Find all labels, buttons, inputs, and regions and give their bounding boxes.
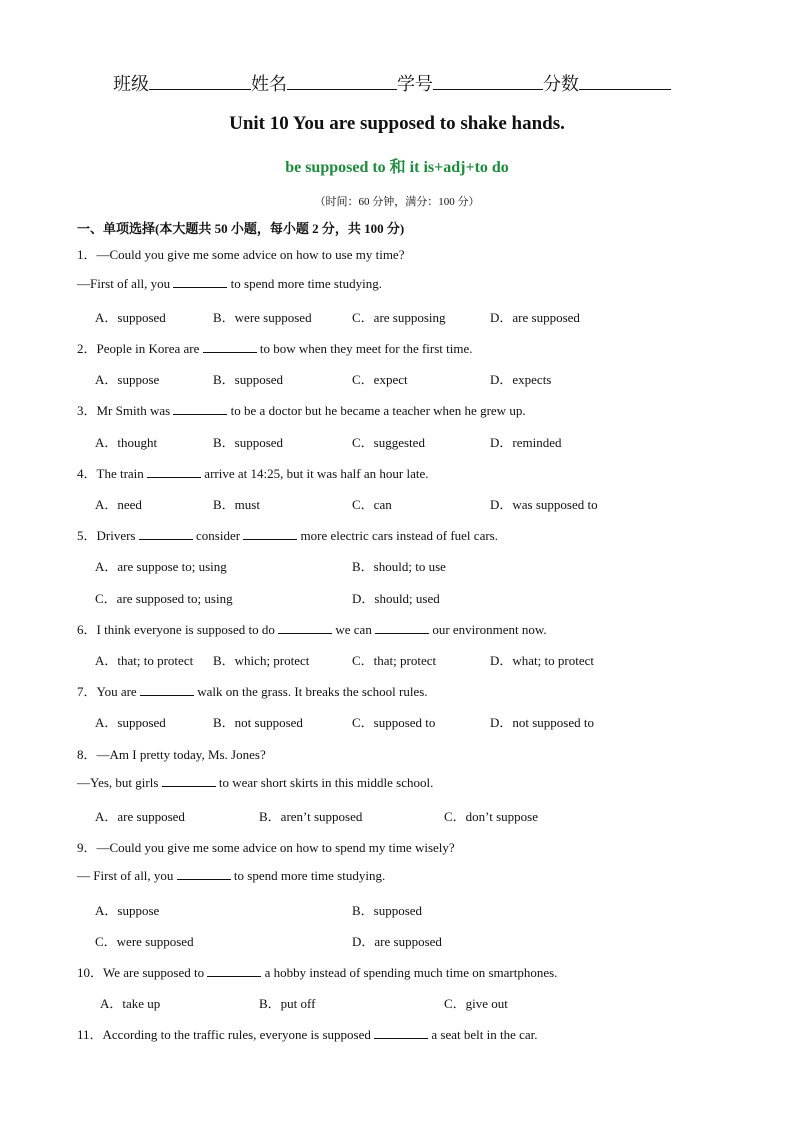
q1-option-b[interactable]: B．were supposed [213,310,312,325]
question-1-reply [77,276,382,292]
section-heading: 一、单项选择(本大题共 50 小题，每小题 2 分，共 100 分) [77,221,405,236]
q5-option-b[interactable]: B．should; to use [352,559,446,574]
q4-end: arrive at 14:25, but it was half an hour late. [204,466,429,481]
q5-option-d[interactable]: D．should; used [352,591,440,606]
class-blank[interactable] [149,73,251,90]
q7-end: walk on the grass. It breaks the school rules. [197,684,428,699]
q9-option-a[interactable]: A．suppose [95,903,160,918]
question-11-stem [77,1024,538,1043]
question-9-stem: 9．—Could you give me some advice on how to spend my time wisely? [77,840,455,855]
q6-start: 6．I think everyone is supposed to do [77,622,275,637]
q11-blank[interactable] [374,1028,428,1039]
q10-start: 10．We are supposed to [77,965,205,980]
q8-reply-end: to wear short skirts in this middle school. [218,775,434,790]
q7-option-b[interactable]: B．not supposed [213,715,303,730]
q3-blank[interactable] [173,404,227,415]
q1-reply-start: —First of all, you [77,276,171,291]
q5-option-c[interactable]: C．are supposed to; using [95,591,233,606]
number-label: 学号 [397,74,433,94]
q7-option-d[interactable]: D．not supposed to [490,715,595,730]
q7-option-a[interactable]: A．supposed [95,715,166,730]
q6-blank-2[interactable] [375,623,429,634]
q9-blank[interactable] [177,869,231,880]
q9-option-b[interactable]: B．supposed [352,903,423,918]
q3-option-d[interactable]: D．reminded [490,435,562,450]
question-10-stem [77,962,557,981]
q10-option-c[interactable]: C．give out [444,996,508,1011]
q5-blank-1[interactable] [139,529,193,540]
q8-blank[interactable] [162,776,216,787]
q1-option-c[interactable]: C．are supposing [352,310,446,325]
question-6-stem [77,619,547,638]
q1-option-d[interactable]: D．are supposed [490,310,580,325]
q7-option-c[interactable]: C．supposed to [352,715,436,730]
page-subtitle: be supposed to 和 it is+adj+to do [285,159,509,176]
q2-end: to bow when they meet for the first time. [259,341,473,356]
question-1-stem: 1．—Could you give me some advice on how to use my time? [77,247,405,262]
q4-option-a[interactable]: A．need [95,497,142,512]
name-blank[interactable] [287,73,397,90]
name-label: 姓名 [251,74,287,94]
q5-start: 5．Drivers [77,528,136,543]
exam-meta: （时间：60 分钟，满分：100 分） [314,196,480,208]
q6-option-b[interactable]: B．which; protect [213,653,310,668]
question-5-stem [77,525,498,544]
q4-blank[interactable] [147,467,201,478]
q2-blank[interactable] [203,342,257,353]
q8-reply-start: —Yes, but girls [77,775,159,790]
class-label: 班级 [113,74,149,94]
q5-middle: consider [196,528,241,543]
question-8-stem: 8．—Am I pretty today, Ms. Jones? [77,747,266,762]
q4-option-c[interactable]: C．can [352,497,392,512]
q8-option-b[interactable]: B．aren’t supposed [259,809,363,824]
question-7-stem [77,681,428,700]
q3-option-b[interactable]: B．supposed [213,435,284,450]
question-9-reply [77,868,385,884]
q5-option-a[interactable]: A．are suppose to; using [95,559,227,574]
q2-option-b[interactable]: B．supposed [213,372,284,387]
q6-end: our environment now. [432,622,547,637]
q9-reply-start: — First of all, you [77,868,174,883]
q3-start: 3．Mr Smith was [77,403,171,418]
page-title: Unit 10 You are supposed to shake hands. [229,113,565,134]
q1-reply-end: to spend more time studying. [230,276,382,291]
q8-option-c[interactable]: C．don’t suppose [444,809,539,824]
q10-blank[interactable] [207,966,261,977]
q2-option-a[interactable]: A．suppose [95,372,160,387]
q2-start: 2．People in Korea are [77,341,200,356]
q4-start: 4．The train [77,466,144,481]
q11-start: 11．According to the traffic rules, everyone is supposed [77,1027,371,1042]
student-info-header [113,70,671,96]
q11-end: a seat belt in the car. [431,1027,538,1042]
q6-option-d[interactable]: D．what; to protect [490,653,594,668]
q5-end: more electric cars instead of fuel cars. [300,528,498,543]
q7-start: 7．You are [77,684,137,699]
q5-blank-2[interactable] [243,529,297,540]
q9-option-c[interactable]: C．were supposed [95,934,194,949]
q1-blank[interactable] [173,277,227,288]
q10-option-b[interactable]: B．put off [259,996,316,1011]
q10-option-a[interactable]: A．take up [100,996,161,1011]
q3-end: to be a doctor but he became a teacher when he grew up. [230,403,526,418]
q6-option-c[interactable]: C．that; protect [352,653,437,668]
q6-option-a[interactable]: A．that; to protect [95,653,194,668]
score-blank[interactable] [579,73,671,90]
question-2-stem [77,338,473,357]
q6-blank-1[interactable] [278,623,332,634]
q2-option-c[interactable]: C．expect [352,372,408,387]
q4-option-b[interactable]: B．must [213,497,260,512]
question-3-stem [77,400,526,419]
number-blank[interactable] [433,73,543,90]
q10-end: a hobby instead of spending much time on smartphones. [264,965,558,980]
q8-option-a[interactable]: A．are supposed [95,809,185,824]
q9-reply-end: to spend more time studying. [233,868,386,883]
q2-option-d[interactable]: D．expects [490,372,552,387]
q3-option-c[interactable]: C．suggested [352,435,425,450]
q3-option-a[interactable]: A．thought [95,435,158,450]
q6-middle: we can [335,622,372,637]
question-8-reply [77,775,433,791]
score-label: 分数 [543,74,579,94]
q1-option-a[interactable]: A．supposed [95,310,166,325]
q9-option-d[interactable]: D．are supposed [352,934,442,949]
q4-option-d[interactable]: D．was supposed to [490,497,598,512]
q7-blank[interactable] [140,685,194,696]
question-4-stem [77,463,428,482]
